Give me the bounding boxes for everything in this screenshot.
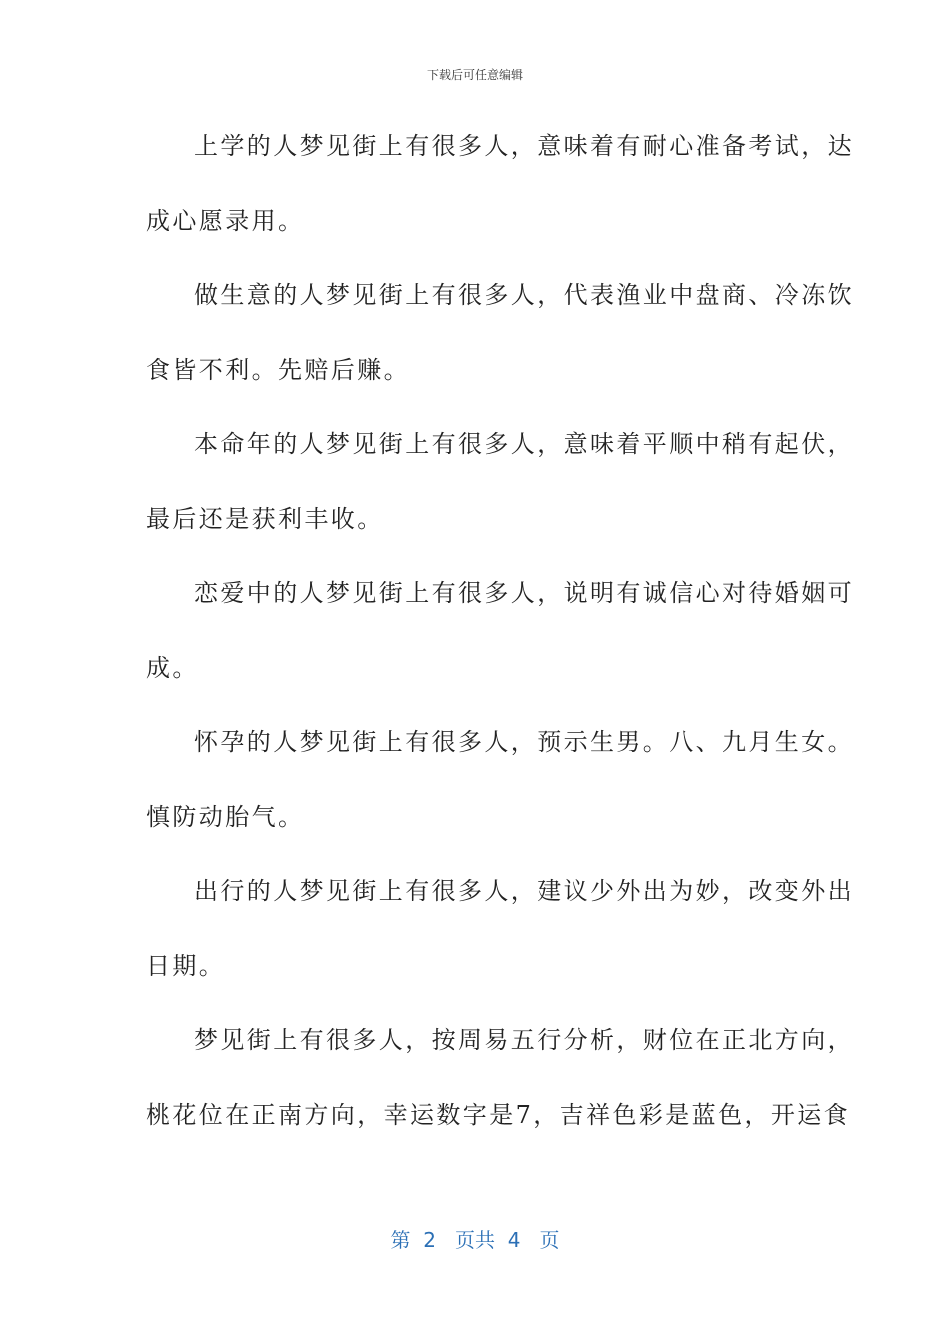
paragraph-2-line-2: 食皆不利。先赔后赚。 — [146, 355, 410, 384]
paragraph-6-line-1: 出行的人梦见街上有很多人，建议少外出为妙，改变外出 — [194, 877, 854, 905]
document-body — [146, 122, 854, 1165]
paragraph-3-line-2: 最后还是获利丰收。 — [146, 504, 384, 533]
paragraph-1-line-1: 上学的人梦见街上有很多人，意味着有耐心准备考试，达 — [194, 132, 854, 160]
paragraph-3-line-1: 本命年的人梦见街上有很多人，意味着平顺中稍有起伏， — [194, 430, 854, 458]
paragraph-5-line-1: 怀孕的人梦见街上有很多人，预示生男。八、九月生女。 — [194, 728, 854, 756]
paragraph-1-line-2: 成心愿录用。 — [146, 206, 305, 235]
paragraph-6-line-2: 日期。 — [146, 951, 226, 980]
page-header-note: 下载后可任意编辑 — [426, 68, 523, 82]
paragraph-2-line-1: 做生意的人梦见街上有很多人，代表渔业中盘商、冷冻饮 — [194, 281, 854, 309]
paragraph-5-line-2: 慎防动胎气。 — [146, 802, 305, 831]
page-footer-number: 第 2 页共 4 页 — [390, 1228, 560, 1252]
paragraph-4-line-2: 成。 — [146, 653, 199, 682]
paragraph-7-line-1: 梦见街上有很多人，按周易五行分析，财位在正北方向， — [194, 1026, 854, 1054]
paragraph-4-line-1: 恋爱中的人梦见街上有很多人，说明有诚信心对待婚姻可 — [194, 579, 854, 607]
paragraph-7-line-2: 桃花位在正南方向，幸运数字是7，吉祥色彩是蓝色，开运食 — [146, 1100, 851, 1129]
